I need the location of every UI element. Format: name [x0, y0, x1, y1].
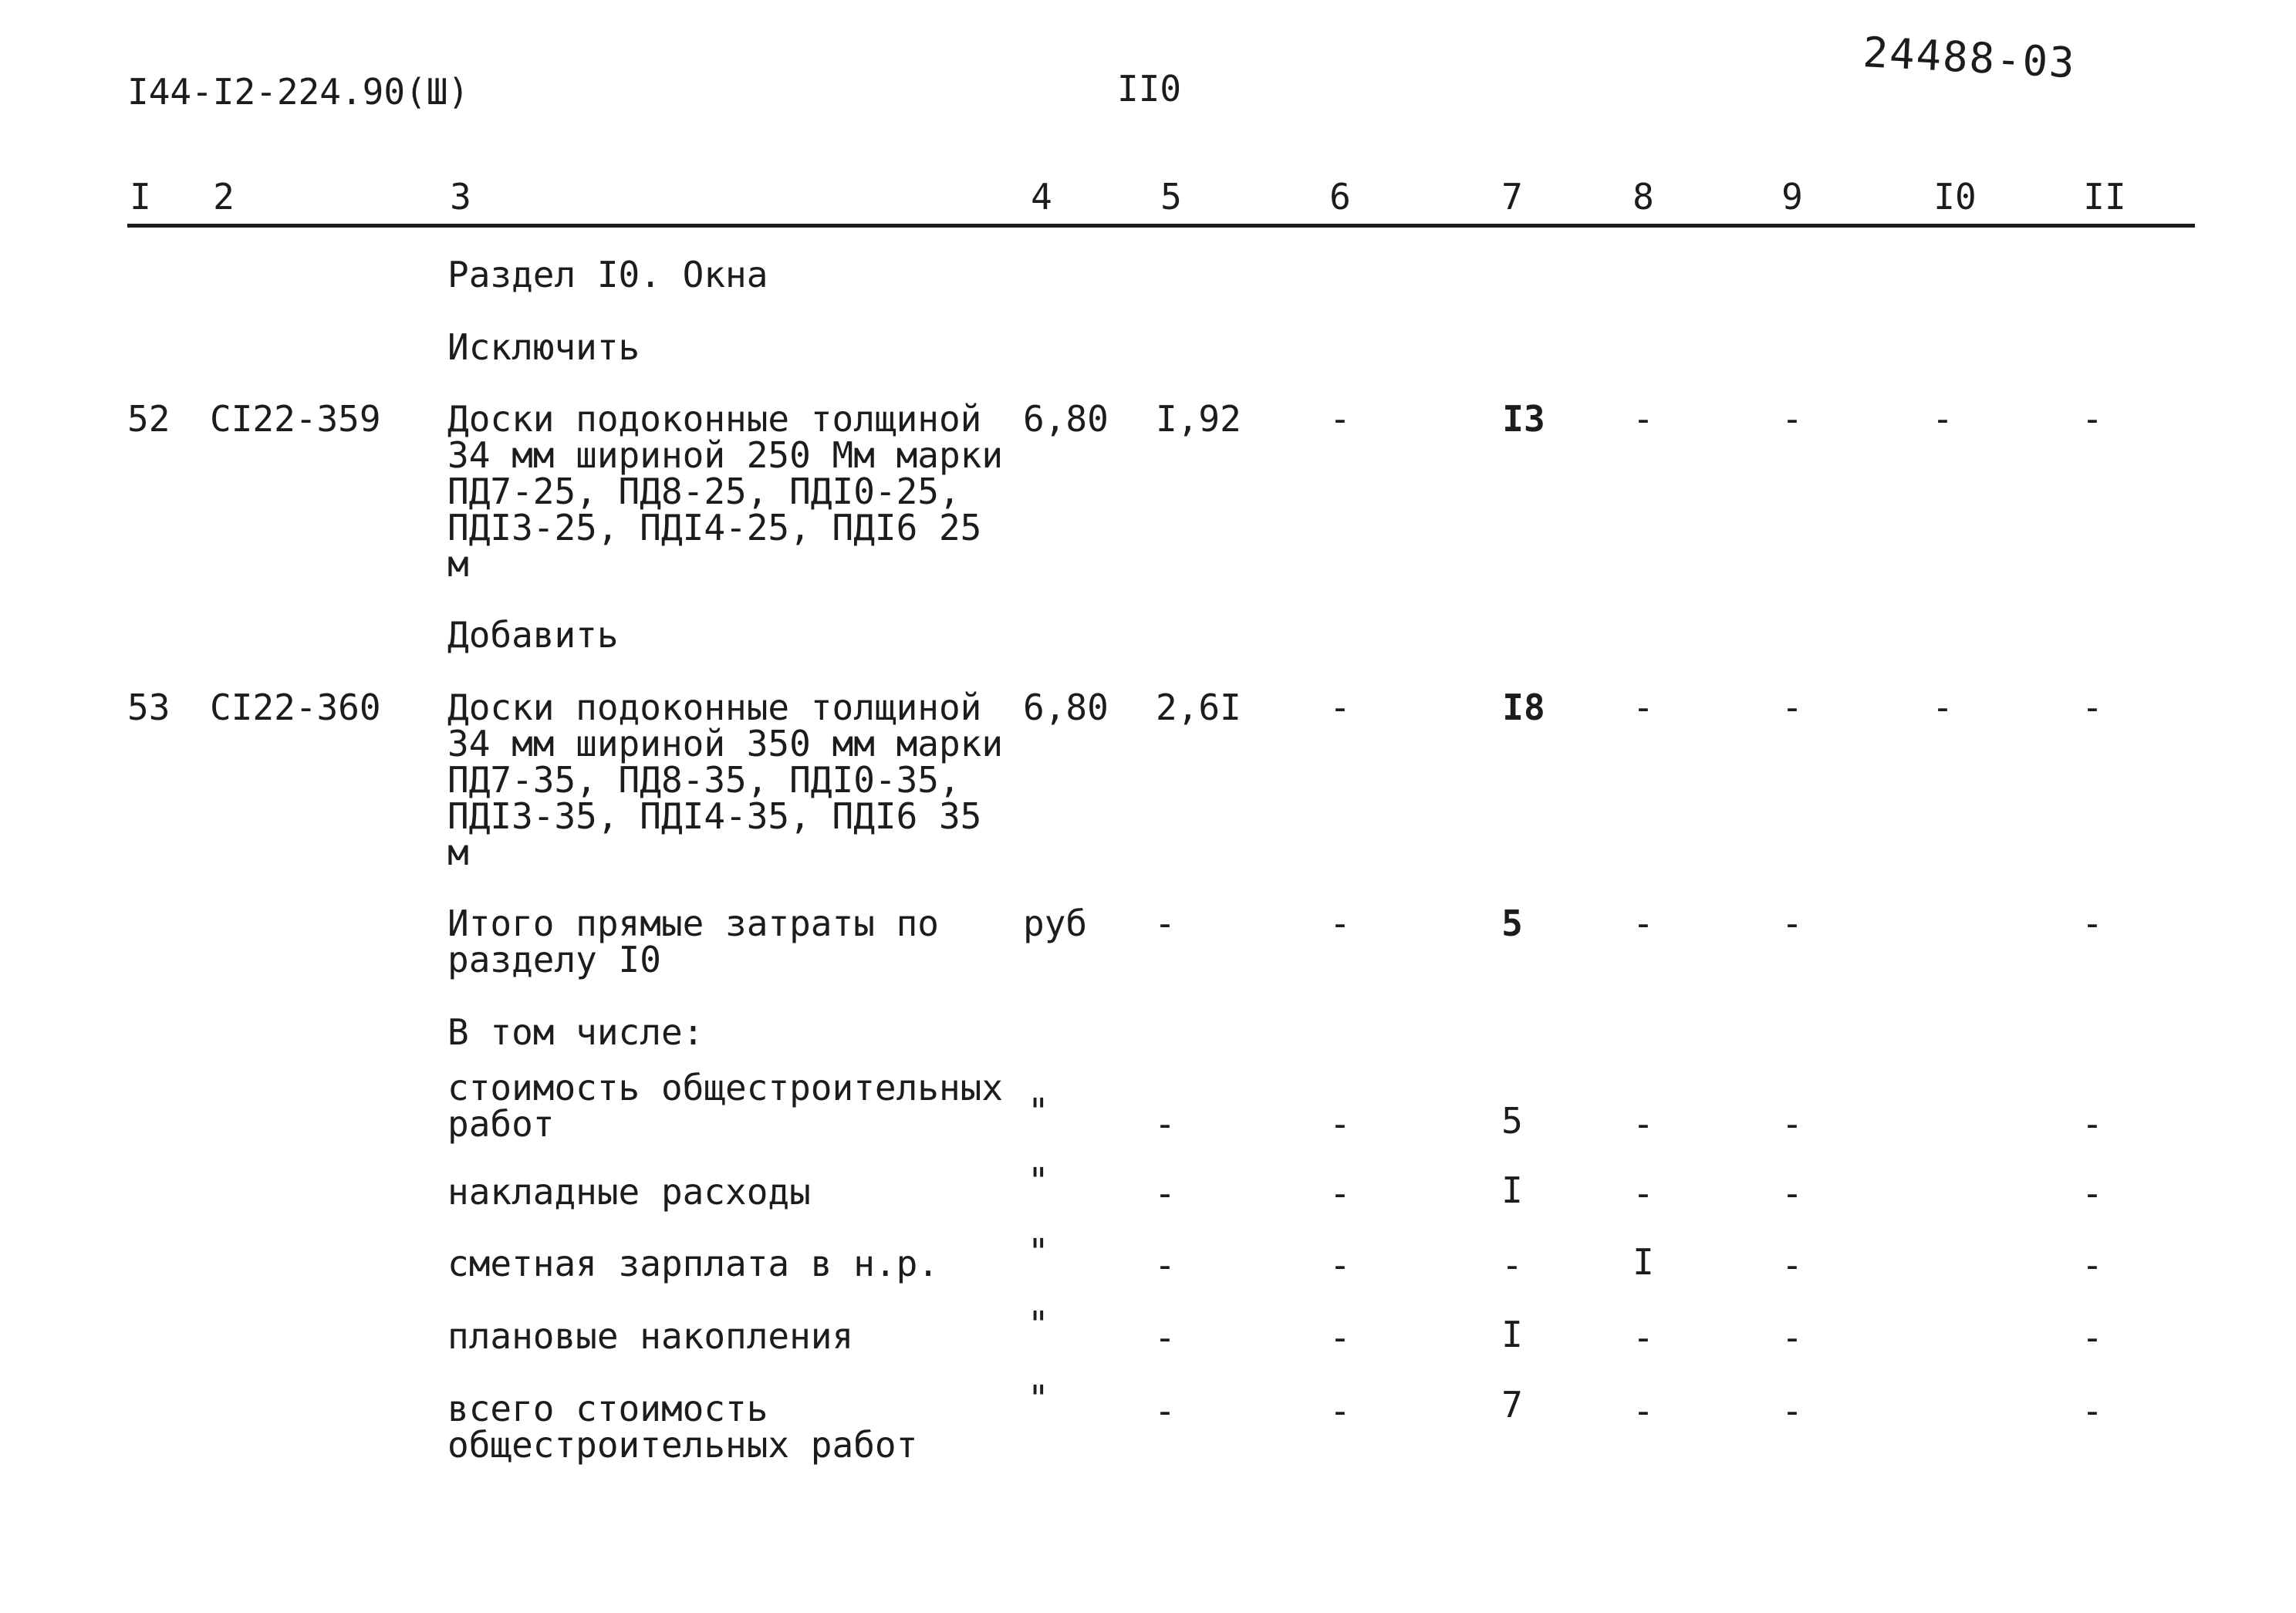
- cell-col6: -: [1329, 687, 1351, 728]
- cell-col7: 5: [1501, 903, 1523, 944]
- row-label: плановые накопления: [447, 1315, 854, 1357]
- cell-col10: -: [1932, 687, 1953, 728]
- column-header: 6: [1329, 176, 1351, 218]
- row-description: 34 мм шириной 350 мм марки: [447, 723, 1004, 764]
- cell-col7: I: [1501, 1169, 1523, 1211]
- cell-col5: -: [1154, 1317, 1176, 1358]
- cell-col6: -: [1329, 1103, 1351, 1145]
- column-header: 7: [1501, 176, 1523, 218]
- cell-col11: -: [2082, 1173, 2103, 1214]
- document-code: I44-I2-224.90(Ш): [127, 71, 470, 113]
- row-description: Доски подоконные толщиной: [447, 398, 982, 440]
- cell-col8: -: [1633, 903, 1654, 944]
- section-title: Раздел I0. Окна: [447, 254, 768, 295]
- cell-col4: 6,80: [1023, 687, 1109, 728]
- cell-col6: -: [1329, 1173, 1351, 1214]
- cell-col4: ": [1028, 1378, 1049, 1419]
- row-description: ПД7-25, ПД8-25, ПДI0-25,: [447, 471, 961, 512]
- cell-col5: -: [1154, 1173, 1176, 1214]
- column-header: 4: [1031, 176, 1052, 218]
- cell-col6: -: [1329, 1317, 1351, 1358]
- cell-col8: -: [1633, 1390, 1654, 1432]
- cell-col11: -: [2082, 1317, 2103, 1358]
- cell-col9: -: [1781, 1390, 1803, 1432]
- exclude-label: Исключить: [447, 326, 640, 368]
- row-label: сметная зарплата в н.р.: [447, 1243, 939, 1284]
- cell-col11: -: [2082, 1390, 2103, 1432]
- cell-col5: -: [1154, 1103, 1176, 1145]
- column-header: 9: [1781, 176, 1803, 218]
- cell-col4: руб: [1023, 903, 1088, 944]
- cell-col7: -: [1501, 1244, 1523, 1286]
- cell-col11: -: [2082, 687, 2103, 728]
- cell-col9: -: [1781, 398, 1803, 440]
- cell-col5: -: [1154, 1390, 1176, 1432]
- cell-col8: -: [1633, 687, 1654, 728]
- cell-col7: I: [1501, 1314, 1523, 1355]
- cell-col6: -: [1329, 1390, 1351, 1432]
- cell-col6: -: [1329, 903, 1351, 944]
- cell-col4: ": [1028, 1304, 1049, 1345]
- cell-col9: -: [1781, 1103, 1803, 1145]
- column-header: I: [130, 176, 151, 218]
- cell-col11: -: [2082, 1103, 2103, 1145]
- cell-col11: -: [2082, 398, 2103, 440]
- row-code: CI22-359: [210, 398, 381, 440]
- row-description: 34 мм шириной 250 Мм марки: [447, 434, 1004, 476]
- column-header: I0: [1933, 176, 1977, 218]
- cell-col8: -: [1633, 398, 1654, 440]
- cell-col8: -: [1633, 1173, 1654, 1214]
- column-header: 3: [450, 176, 471, 218]
- row-label: накладные расходы: [447, 1171, 811, 1213]
- row-label: общестроительных работ: [447, 1424, 918, 1466]
- column-header: 8: [1633, 176, 1654, 218]
- row-label: Итого прямые затраты по: [447, 903, 939, 944]
- row-description: м: [447, 832, 469, 873]
- row-label: разделу I0: [447, 939, 661, 980]
- cell-col5: I,92: [1156, 398, 1241, 440]
- row-number: 53: [127, 687, 171, 728]
- handwritten-number: 24488-03: [1862, 28, 2078, 88]
- cell-col4: ": [1028, 1231, 1049, 1273]
- cell-col10: -: [1932, 398, 1953, 440]
- cell-col7: I8: [1502, 687, 1545, 728]
- row-code: CI22-360: [210, 687, 381, 728]
- cell-col4: ": [1028, 1160, 1049, 1202]
- row-label: стоимость общестроительных: [447, 1067, 1004, 1109]
- cell-col9: -: [1781, 1317, 1803, 1358]
- cell-col9: -: [1781, 1244, 1803, 1286]
- cell-col6: -: [1329, 398, 1351, 440]
- cell-col8: -: [1633, 1317, 1654, 1358]
- column-header: 2: [213, 176, 235, 218]
- cell-col8: I: [1633, 1241, 1654, 1283]
- cell-col9: -: [1781, 903, 1803, 944]
- cell-col5: -: [1154, 1244, 1176, 1286]
- add-label: Добавить: [447, 614, 619, 656]
- cell-col11: -: [2082, 1244, 2103, 1286]
- row-label: всего стоимость: [447, 1388, 768, 1429]
- cell-col4: 6,80: [1023, 398, 1109, 440]
- row-description: ПДI3-35, ПДI4-35, ПДI6 35: [447, 795, 982, 837]
- row-label: работ: [447, 1103, 555, 1145]
- cell-col5: -: [1154, 903, 1176, 944]
- cell-col7: I3: [1502, 398, 1545, 440]
- column-header: 5: [1160, 176, 1182, 218]
- cell-col6: -: [1329, 1244, 1351, 1286]
- row-number: 52: [127, 398, 171, 440]
- column-header: II: [2083, 176, 2126, 218]
- cell-col5: 2,6I: [1156, 687, 1241, 728]
- cell-col11: -: [2082, 903, 2103, 944]
- header-rule: [127, 224, 2195, 228]
- cell-col8: -: [1633, 1103, 1654, 1145]
- cell-col7: 7: [1501, 1384, 1523, 1426]
- row-description: ПД7-35, ПД8-35, ПДI0-35,: [447, 759, 961, 801]
- including-label: В том числе:: [447, 1011, 704, 1053]
- row-description: ПДI3-25, ПДI4-25, ПДI6 25: [447, 507, 982, 548]
- cell-col4: ": [1028, 1091, 1049, 1132]
- cell-col9: -: [1781, 1173, 1803, 1214]
- cell-col7: 5: [1501, 1100, 1523, 1142]
- page-number: II0: [1117, 68, 1182, 110]
- row-description: м: [447, 543, 469, 585]
- cell-col9: -: [1781, 687, 1803, 728]
- row-description: Доски подоконные толщиной: [447, 687, 982, 728]
